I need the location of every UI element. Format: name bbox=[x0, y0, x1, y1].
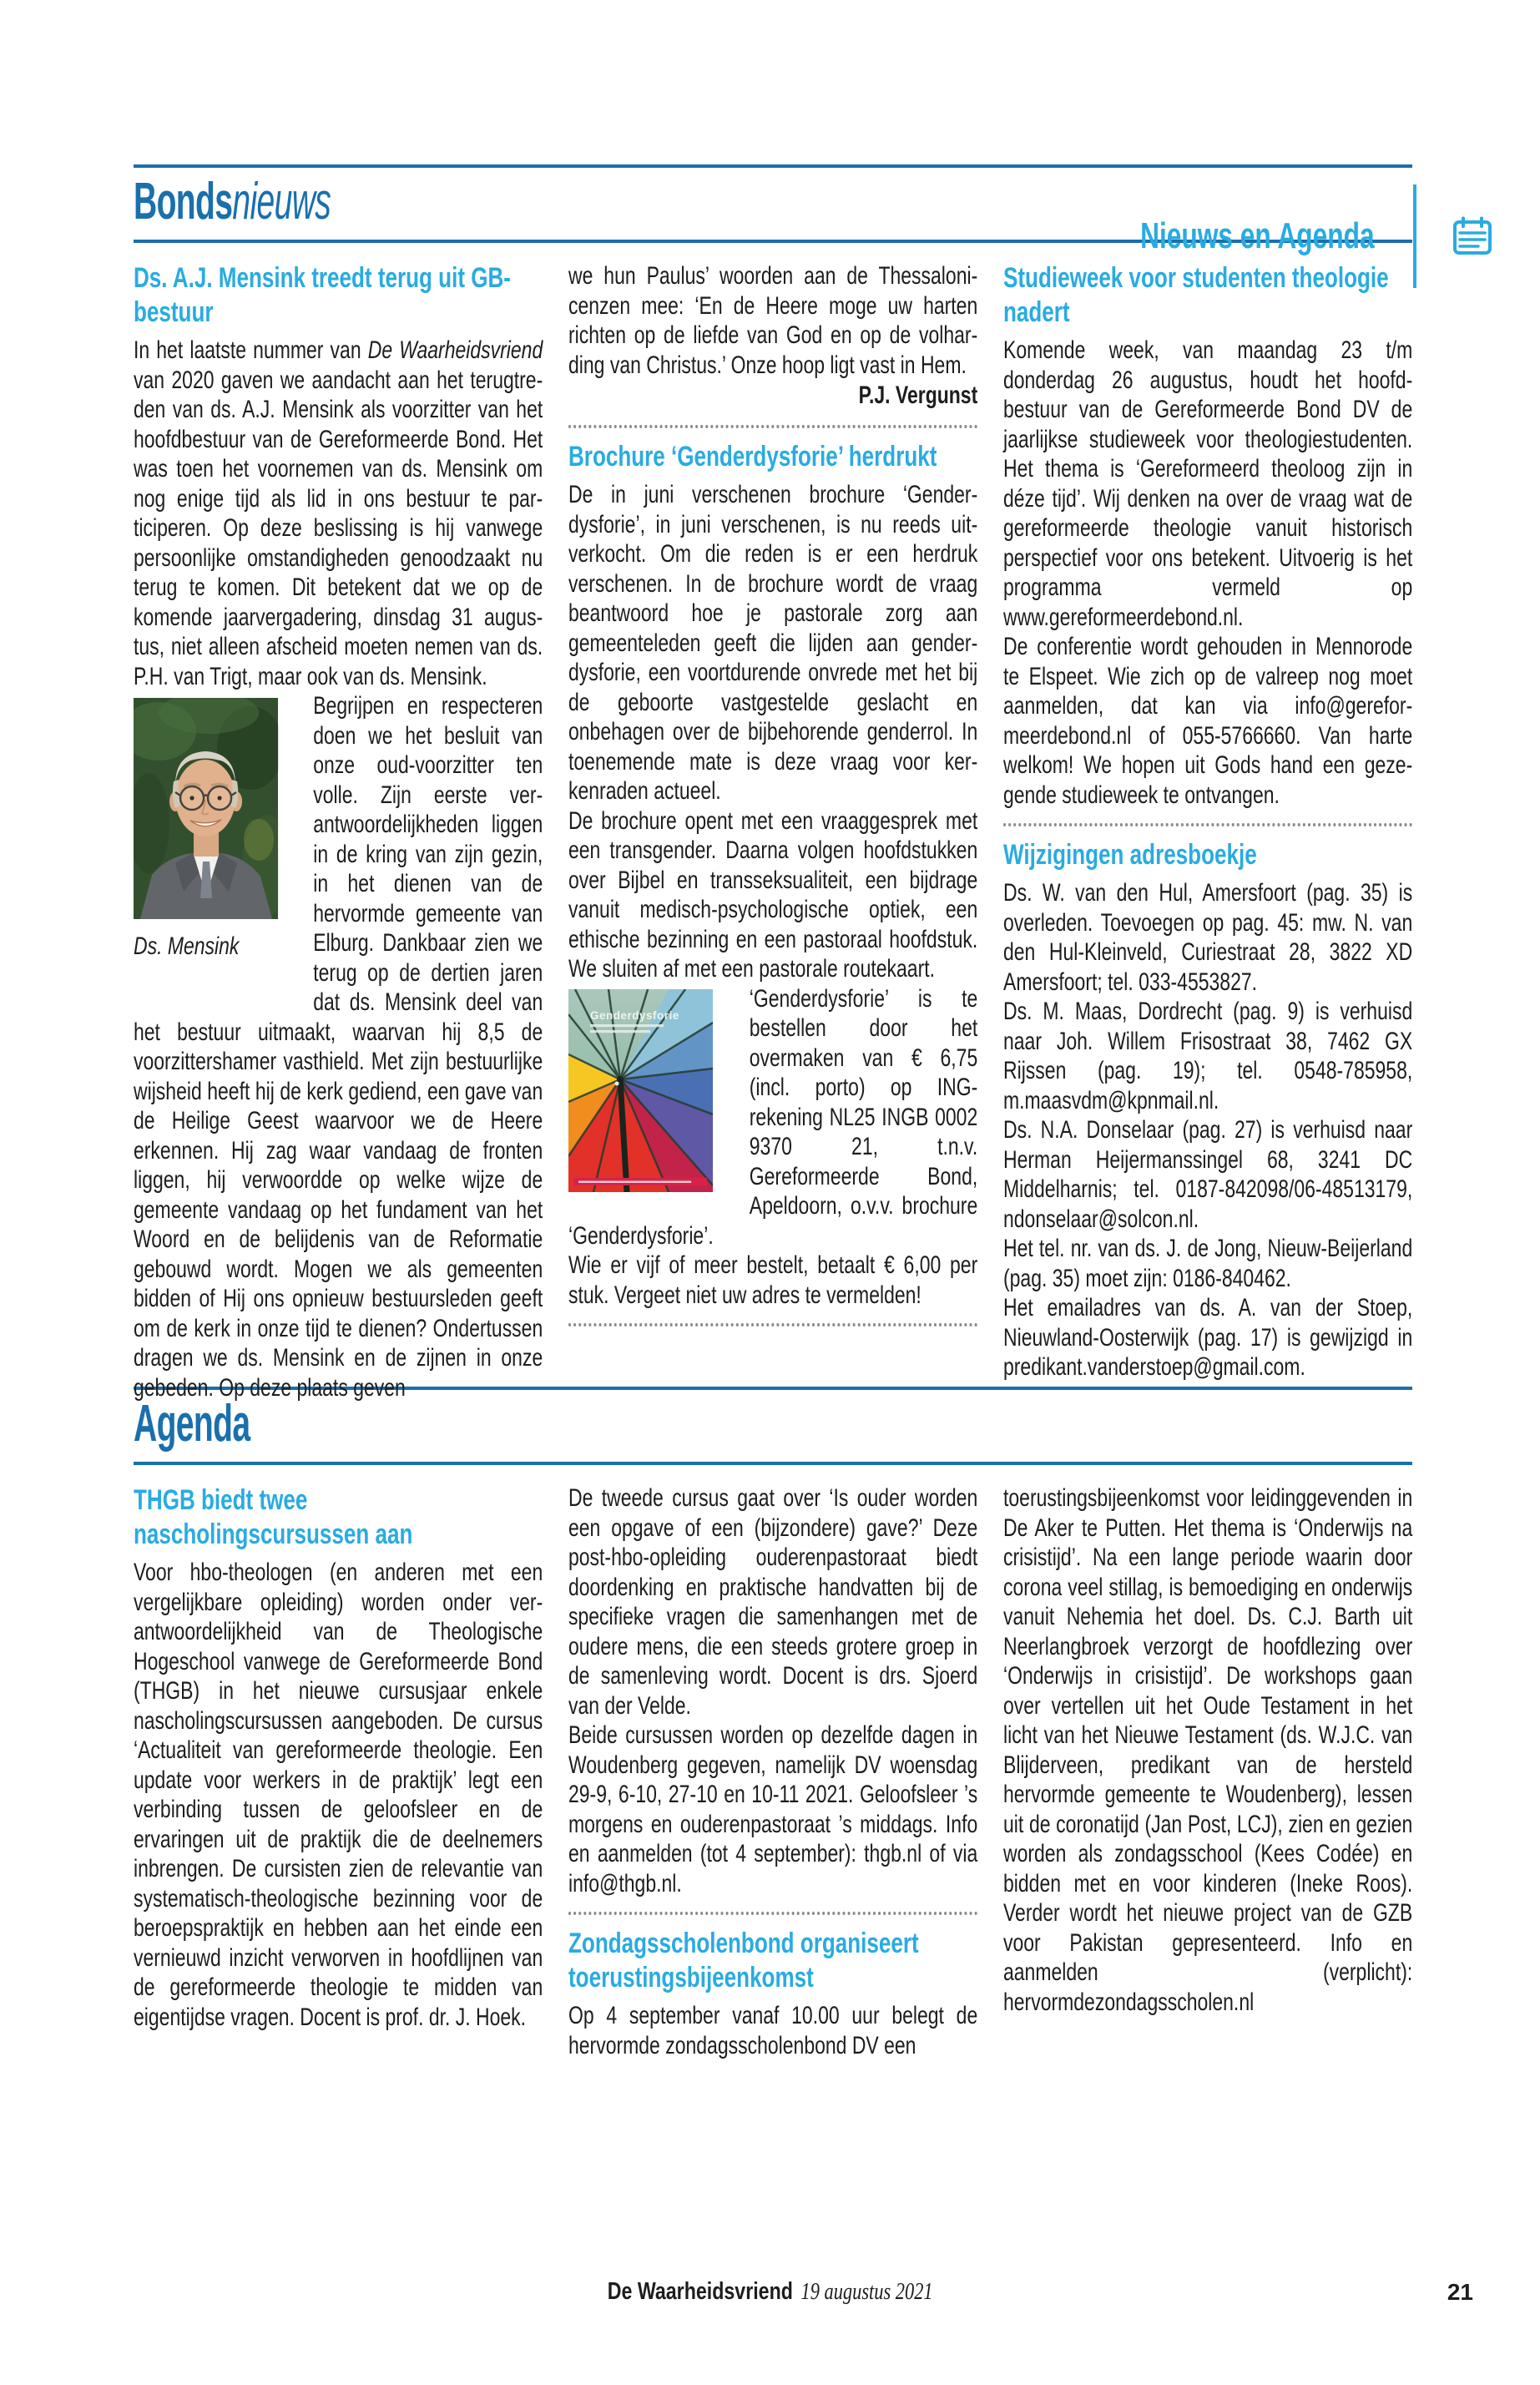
page-content bbox=[0, 164, 1540, 2060]
bondsnieuws-column-1 bbox=[134, 261, 543, 1402]
article-paragraph: Beide cursussen worden op dezelfde dagen in Woudenberg gegeven, namelijk DV woensdag 29-9, 6-10, 27-10 en 10-11 2021. Geloofsleer ’s morgens en ouderenpastoraat ’s middags. Info en aanmelden (tot 4 september): thgb.nl of via info@thgb.nl. bbox=[568, 1721, 978, 1897]
author-byline: P.J. Vergunst bbox=[858, 381, 978, 409]
article-paragraph bbox=[134, 336, 543, 691]
footer-issue-date: 19 augustus 2021 bbox=[800, 2279, 933, 2305]
dotted-divider bbox=[568, 425, 977, 428]
agenda-columns bbox=[134, 1483, 1412, 2060]
bondsnieuws-columns bbox=[134, 261, 1413, 1402]
article-paragraph: De conferentie wordt gehouden in Mennorode te Elspeet. Wie zich op de valreep nog moet aanmelden, dat kan via info@gereformeerdebond.nl of 055-5766660. Van harte welkom! We hopen uit Gods hand een gezegende studieweek te ontvangen. bbox=[1003, 633, 1413, 809]
address-change-item: Ds. N.A. Donselaar (pag. 27) is verhuisd naar Herman Heijermanssingel 68, 3241 DC Middelharnis; tel. 0187-842098/06-48513179, ndonselaar@solcon.nl. bbox=[1003, 1116, 1413, 1233]
dotted-divider bbox=[568, 1323, 977, 1326]
article-heading-mensink: Ds. A.J. Mensink treedt terug uit GB-bestuur bbox=[134, 262, 511, 328]
dotted-divider bbox=[568, 1912, 977, 1915]
brochure-title-text: Genderdysforie bbox=[590, 1008, 679, 1022]
dotted-divider bbox=[1003, 823, 1412, 826]
magazine-name-inline: De Waarheidsvriend bbox=[367, 336, 543, 364]
agenda-title bbox=[134, 1395, 1412, 1453]
brochure-cover-figure bbox=[568, 989, 713, 1192]
article-heading-adresboekje: Wijzigingen adresboekje bbox=[1003, 839, 1257, 871]
bondsnieuws-column-2 bbox=[568, 261, 977, 1338]
address-change-item: Ds. W. van den Hul, Amersfoort (pag. 35) is overleden. Toevoegen op pag. 45: mw. N. van den Hul-Kleinveld, Curiestraat 28, 3822 XD Amersfoort; tel. 033-4553827. bbox=[1003, 879, 1413, 996]
article-paragraph: De brochure opent met een vraaggesprek met een transgender. Daarna volgen hoofdstukken over Bijbel en transseksualiteit, een bijdrage vanuit medisch-psychologische optiek, een ethische bezinning en een pastoraal hoofdstuk. We sluiten af met een pastorale routekaart. bbox=[568, 806, 978, 983]
bondsnieuws-title-italic: nieuws bbox=[232, 173, 331, 230]
article-heading-zondagsscholenbond: Zondagsscholenbond organiseert toerustingsbijeenkomst bbox=[568, 1928, 919, 1993]
calendar-icon bbox=[1452, 216, 1493, 256]
article-heading-thgb: THGB biedt twee nascholingscursussen aan bbox=[134, 1484, 413, 1550]
page-number: 21 bbox=[1447, 2279, 1473, 2305]
page-header bbox=[1049, 184, 1493, 288]
portrait-photo-figure bbox=[134, 698, 278, 961]
paragraph-text: van 2020 gaven we aandacht aan het terugtreden van ds. A.J. Mensink als voorzitter van het hoofdbestuur van de Gereformeerde Bond. Het was toen het voornemen van ds. Mensink om nog enige tijd als lid in ons bestuur te participeren. Op deze beslissing is hij vanwege persoonlijke omstandigheden genoodzaakt nu terug te komen. Dit betekent dat we op de komende jaarvergadering, dinsdag 31 augustus, niet alleen afscheid moeten nemen van ds. P.H. van Trigt, maar ook van ds. Mensink. bbox=[134, 366, 543, 690]
agenda-title-text: Agenda bbox=[134, 1395, 250, 1453]
page-footer bbox=[0, 2277, 1540, 2307]
article-paragraph: Wie er vijf of meer bestelt, betaalt € 6,00 per stuk. Vergeet niet uw adres te vermelden! bbox=[568, 1251, 978, 1309]
genderdysforie-brochure-cover bbox=[568, 989, 713, 1192]
paragraph-text: ‘Genderdysforie’ is te bestellen door het overmaken van € 6,75 (incl. porto) op ING-rekening NL25 INGB 0002 9370 21, t.n.v. Gereformeerde Bond, Apeldoorn, o.v.v. brochure ‘Genderdysforie’. bbox=[568, 984, 978, 1250]
paragraph-text: Begrijpen en respecteren doen we het besluit van onze oud-voorzitter ten volle. Zijn eerste verantwoordelijkheden liggen in de kring van zijn gezin, in het dienen van de hervormde gemeente van Elburg. Dankbaar zien we terug op de dertien jaren dat ds. Mensink deel van het bestuur uitmaakt, waarvan hij 8,5 de voorzittershamer vasthield. Met zijn bestuurlijke wijsheid heeft hij de kerk gediend, een gave van de Heilige Geest waarvoor we de Heere erkennen. Hij zag waar vandaag de fronten liggen, hij verwoordde op welke wijze de gemeente vandaag op het fundament van het Woord en de belijdenis van de Reformatie gebouwd wordt. Mogen we als gemeenten bidden of Hij ons opnieuw bestuursleden geeft om de kerk in onze tijd te dienen? Ondertussen dragen we ds. Mensink en de zijnen in onze gebeden. Op deze plaats geven bbox=[134, 692, 543, 1402]
magazine-page bbox=[0, 164, 1540, 2385]
article-paragraph: toerustingsbijeenkomst voor leidinggevenden in De Aker te Putten. Het thema is ‘Onderwijs na crisistijd’. Na een lange periode waarin door corona veel stillag, is bemoediging en onderwijs vanuit Nehemia het doel. Ds. C.J. Barth uit Neerlangbroek verzorgt de hoofdlezing over ‘Onderwijs in crisistijd’. De workshops gaan over vertellen uit het Oude Testament in het licht van het Nieuwe Testament (ds. W.J.C. van Blijderveen, predikant van de hersteld hervormde gemeente te Woudenberg), lessen uit de coronatijd (Jan Post, LCJ), zien en gezien worden als zondagsschool (Kees Codée) en bidden met en voor kinderen (Ineke Roos). Verder wordt het nieuwe project van de GZB voor Pakistan gepresenteerd. Info en aanmelden (verplicht): hervormdezondagsscholen.nl bbox=[1003, 1484, 1413, 2016]
article-paragraph: we hun Paulus’ woorden aan de Thessalonicenzen mee: ‘En de Heere moge uw harten richten op de liefde van God en op de volharding van Christus.’ Onze hoop ligt vast in Hem. bbox=[568, 262, 978, 379]
header-divider bbox=[1413, 184, 1416, 288]
address-change-item: Het emailadres van ds. A. van der Stoep, Nieuwland-Oosterwijk (pag. 17) is gewijzigd in predikant.vanderstoep@gmail.com. bbox=[1003, 1294, 1413, 1381]
article-paragraph-with-photo bbox=[134, 691, 543, 1402]
agenda-column-2 bbox=[568, 1483, 977, 2060]
address-change-item: Ds. M. Maas, Dordrecht (pag. 9) is verhuisd naar Joh. Willem Frisostraat 38, 7462 GX Rijssen (pag. 19); tel. 0548-785958, m.maasvdm@kpnmail.nl. bbox=[1003, 998, 1413, 1114]
article-paragraph: Op 4 september vanaf 10.00 uur belegt de hervormde zondagsscholenbond DV een bbox=[568, 2002, 978, 2059]
agenda-column-1 bbox=[134, 1483, 543, 2032]
bondsnieuws-title-bold: Bonds bbox=[134, 173, 233, 230]
article-heading-studieweek: Studieweek voor studenten theologie nadert bbox=[1003, 262, 1389, 328]
article-paragraph: Voor hbo-theologen (en anderen met een vergelijkbare opleiding) worden onder verantwoordelijkheid van de Theologische Hogeschool vanwege de Gereformeerde Bond (THGB) in het nieuwe cursusjaar enkele nascholingscursussen aangeboden. De cursus ‘Actualiteit van gereformeerde theologie. Een update voor werkers in de praktijk’ legt een verbinding tussen de geloofsleer en de ervaringen uit de praktijk die de deelnemers inbrengen. De cursisten zien de relevantie van systematisch-theologische bezinning voor de beroepspraktijk en hebben aan het einde een vernieuwd inzicht verworven in hoofdlijnen van de gereformeerde theologie te midden van eigentijdse vragen. Docent is prof. dr. J. Hoek. bbox=[134, 1559, 543, 2031]
photo-caption: Ds. Mensink bbox=[134, 932, 240, 960]
bondsnieuws-column-3 bbox=[1003, 261, 1412, 1382]
footer-magazine-name: De Waarheidsvriend bbox=[607, 2278, 793, 2305]
address-change-item: Het tel. nr. van ds. J. de Jong, Nieuw-Beijerland (pag. 35) moet zijn: 0186-840462. bbox=[1003, 1235, 1413, 1292]
paragraph-text: In het laatste nummer van bbox=[134, 336, 368, 364]
article-paragraph: De in juni verschenen brochure ‘Genderdysforie’, in juni verschenen, is nu reeds uitverkocht. Om die reden is er een herdruk verschenen. In de brochure wordt de vraag beantwoord hoe je pastorale zorg aan gemeenteleden geeft die lijden aan genderdysforie, een voortdurende onvrede met het bij de geboorte vastgestelde geslacht en onbehagen over de bijbehorende genderrol. In toenemende mate is deze vraag voor kerkenraden actueel. bbox=[568, 481, 978, 805]
article-paragraph: Komende week, van maandag 23 t/m donderdag 26 augustus, houdt het hoofdbestuur van de Gereformeerde Bond DV de jaarlijkse studieweek voor theologiestudenten. Het thema is ‘Gereformeerd theoloog zijn in déze tijd’. Wij denken na over de vraag wat de gereformeerde theologie vanuit historisch perspectief voor ons betekent. Uitvoerig is het programma vermeld op www.gereformeerdebond.nl. bbox=[1003, 336, 1413, 631]
article-heading-brochure: Brochure ‘Genderdysforie’ herdrukt bbox=[568, 441, 937, 472]
article-paragraph-with-cover bbox=[568, 984, 977, 1251]
mensink-portrait-photo bbox=[134, 698, 278, 919]
section-label: Nieuws en Agenda bbox=[1140, 215, 1375, 256]
article-paragraph: De tweede cursus gaat over ‘Is ouder worden een opgave of een (bijzondere) gave?’ Deze post-hbo-opleiding ouderenpastoraat biedt doordenking en praktische handvatten bij de specifieke vragen die samenhangen met de oudere mens, die een steeds grotere groep in de samenleving wordt. Docent is drs. Sjoerd van der Velde. bbox=[568, 1484, 978, 1720]
agenda-column-3 bbox=[1003, 1483, 1412, 2017]
